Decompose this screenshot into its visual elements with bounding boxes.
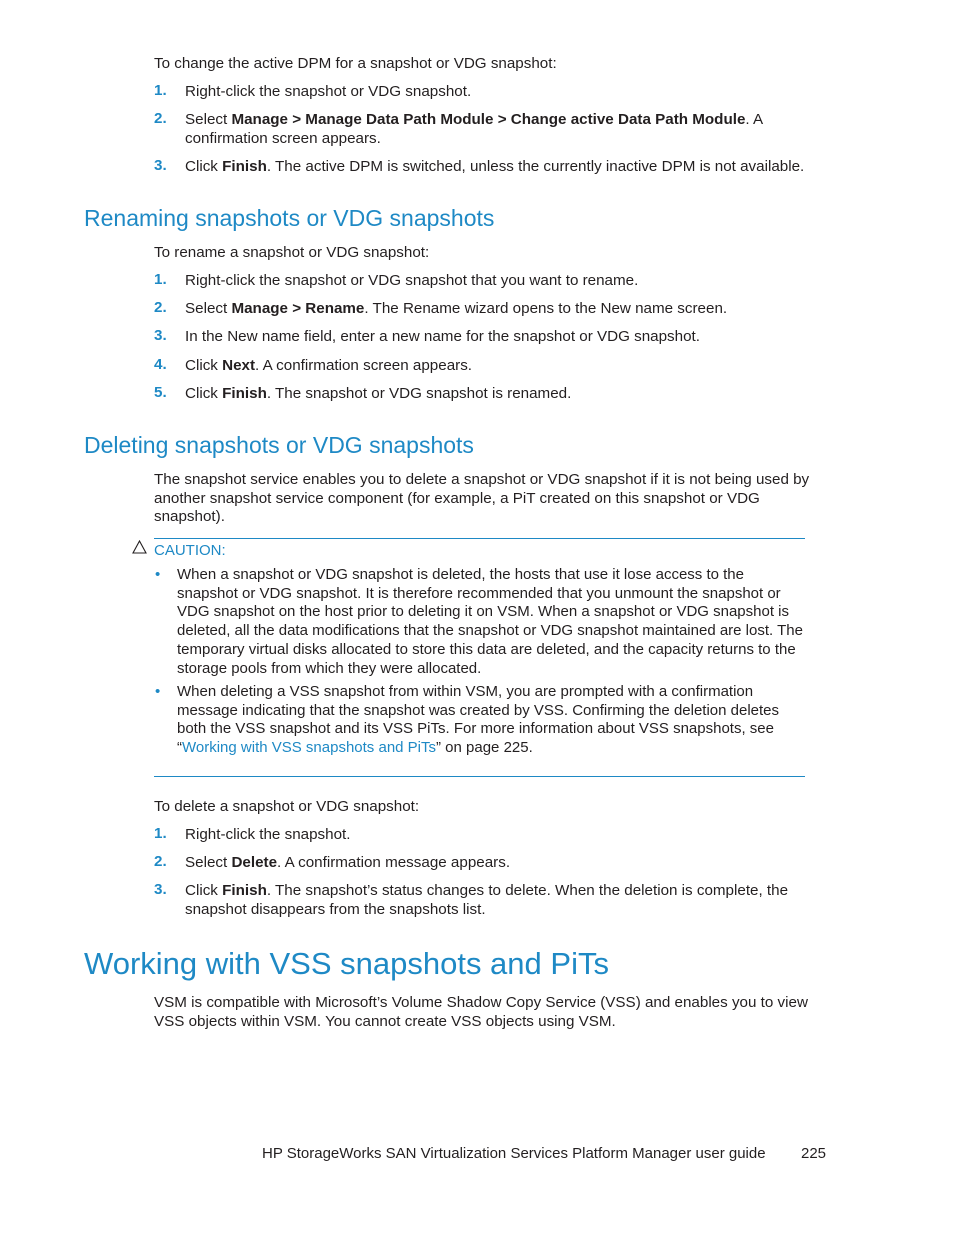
rename-heading: Renaming snapshots or VDG snapshots <box>84 205 495 231</box>
step-number: 1. <box>154 271 167 288</box>
vss-heading: Working with VSS snapshots and PiTs <box>84 946 609 981</box>
rename-step-5: Click Finish. The snapshot or VDG snapshot is renamed. <box>185 385 572 402</box>
delete-step-2: Select Delete. A confirmation message appears. <box>185 854 511 871</box>
delete-steps-intro: To delete a snapshot or VDG snapshot: <box>154 798 420 815</box>
dpm-step-2: Select Manage > Manage Data Path Module > Change active Data Path Module. A confirmation screen appears. <box>185 111 763 148</box>
step-number: 2. <box>154 853 167 870</box>
delete-step-1: Right-click the snapshot. <box>185 826 351 843</box>
rename-step-4: Click Next. A confirmation screen appears. <box>185 357 473 374</box>
bullet-icon: • <box>155 566 161 583</box>
step-number: 5. <box>154 384 167 401</box>
delete-heading: Deleting snapshots or VDG snapshots <box>84 432 474 458</box>
bullet-icon: • <box>155 683 161 700</box>
caution-bullet-2: When deleting a VSS snapshot from within VSM, you are prompted with a confirmation message indicating that the snapshot was created by VSS. Confirming the deletion deletes both the VSS snapshot and its VSS PiTs. For more information about VSS snapshots, see “Working with VSS snapshots and PiTs” on page 225. <box>177 683 780 757</box>
step-number: 3. <box>154 327 167 344</box>
caution-top-rule <box>154 538 805 539</box>
step-number: 4. <box>154 356 167 373</box>
dpm-step-1: Right-click the snapshot or VDG snapshot. <box>185 83 472 100</box>
caution-triangle-icon <box>132 540 147 554</box>
step-number: 1. <box>154 825 167 842</box>
step-number: 2. <box>154 299 167 316</box>
vss-section-link[interactable]: Working with VSS snapshots and PiTs <box>182 739 437 757</box>
step-number: 3. <box>154 881 167 898</box>
page-number: 225 <box>801 1145 827 1162</box>
vss-intro: VSM is compatible with Microsoft’s Volume Shadow Copy Service (VSS) and enables you to view VSS objects within VSM. You cannot create VSS objects using VSM. <box>154 994 808 1030</box>
dpm-step-3: Click Finish. The active DPM is switched, unless the currently inactive DPM is not available. <box>185 158 805 175</box>
caution-label: CAUTION: <box>154 542 226 559</box>
step-number: 2. <box>154 110 167 127</box>
rename-step-2: Select Manage > Rename. The Rename wizard opens to the New name screen. <box>185 300 728 317</box>
step-number: 1. <box>154 82 167 99</box>
rename-step-1: Right-click the snapshot or VDG snapshot that you want to rename. <box>185 272 639 289</box>
rename-step-3: In the New name field, enter a new name for the snapshot or VDG snapshot. <box>185 328 700 345</box>
caution-bullet-1: When a snapshot or VDG snapshot is deleted, the hosts that use it lose access to the snapshot or VDG snapshot. It is therefore recommended that you unmount the snapshot or VDG snapshot on the host prior to deleting it on VSM. When a snapshot or VDG snapshot is deleted, all the data modifications that the snapshot or VDG snapshot maintained are lost. The temporary virtual disks allocated to store this data are deleted, and the capacity returns to the storage pools from which they were allocated. <box>177 566 803 677</box>
footer-title: HP StorageWorks SAN Virtualization Services Platform Manager user guide <box>262 1145 766 1162</box>
rename-intro: To rename a snapshot or VDG snapshot: <box>154 244 430 261</box>
dpm-intro: To change the active DPM for a snapshot or VDG snapshot: <box>154 55 557 72</box>
delete-intro: The snapshot service enables you to delete a snapshot or VDG snapshot if it is not being used by another snapshot service component (for example, a PiT created on this snapshot or VDG snapshot). <box>154 471 810 526</box>
step-number: 3. <box>154 157 167 174</box>
delete-step-3: Click Finish. The snapshot’s status changes to delete. When the deletion is complete, the snapshot disappears from the snapshots list. <box>185 882 789 919</box>
caution-bottom-rule <box>154 776 805 777</box>
